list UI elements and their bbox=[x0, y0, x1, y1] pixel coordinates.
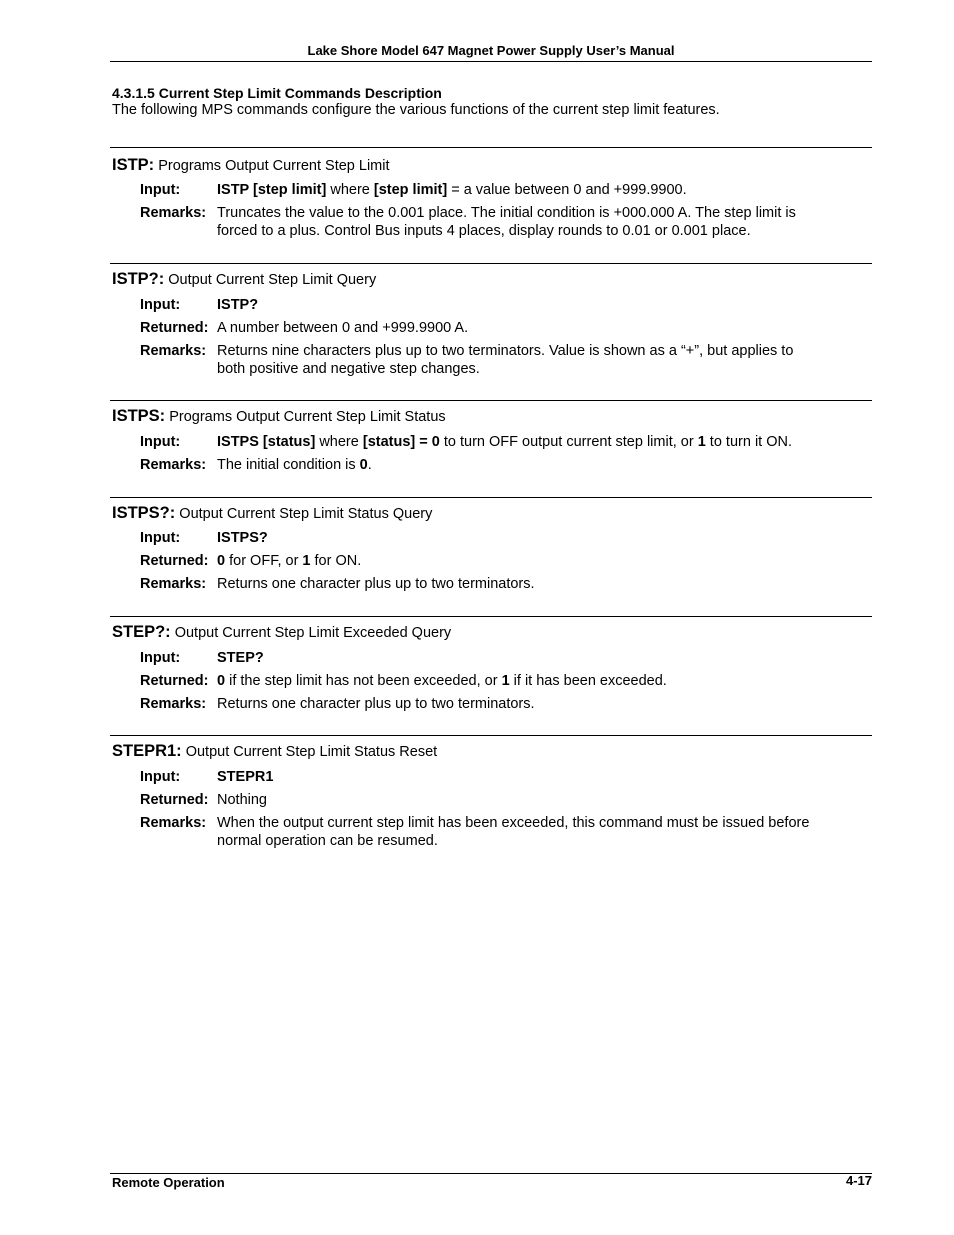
header-rule bbox=[110, 61, 872, 62]
input-label: Input: bbox=[140, 650, 181, 666]
remarks-value: The initial condition is 0. bbox=[217, 457, 372, 473]
input-label: Input: bbox=[140, 297, 181, 313]
section-divider bbox=[110, 616, 872, 617]
remarks-label: Remarks: bbox=[140, 576, 207, 592]
input-value: ISTPS [status] where [status] = 0 to turn OFF output current step limit, or 1 to turn it ON. bbox=[217, 434, 793, 450]
returned-value: A number between 0 and +999.9900 A. bbox=[217, 320, 469, 336]
command-heading-istp bbox=[112, 156, 390, 175]
returned-value: 0 for OFF, or 1 for ON. bbox=[217, 553, 362, 569]
section-divider bbox=[110, 400, 872, 401]
command-description: Programs Output Current Step Limit Status bbox=[169, 409, 446, 425]
input-value: ISTP [step limit] where [step limit] = a value between 0 and +999.9900. bbox=[217, 182, 687, 198]
command-name: ISTP?: bbox=[112, 270, 165, 288]
section-divider bbox=[110, 735, 872, 736]
input-value: ISTP? bbox=[217, 297, 259, 313]
section-intro: The following MPS commands configure the various functions of the current step limit features. bbox=[112, 102, 720, 118]
section-divider bbox=[110, 147, 872, 148]
remarks-value: Returns one character plus up to two terminators. bbox=[217, 576, 535, 592]
remarks-value: Returns nine characters plus up to two terminators. Value is shown as a “+”, but applies to both positive and negative step changes. bbox=[217, 343, 794, 377]
command-name: STEP?: bbox=[112, 623, 171, 641]
section-divider bbox=[110, 263, 872, 264]
returned-value: 0 if the step limit has not been exceeded, or 1 if it has been exceeded. bbox=[217, 673, 667, 689]
returned-label: Returned: bbox=[140, 673, 209, 689]
section-heading: 4.3.1.5 Current Step Limit Commands Description bbox=[112, 85, 442, 101]
remarks-value: When the output current step limit has been exceeded, this command must be issued before normal operation can be resumed. bbox=[217, 815, 810, 849]
command-description: Output Current Step Limit Exceeded Query bbox=[174, 625, 452, 641]
returned-label: Returned: bbox=[140, 792, 209, 808]
input-value: STEP? bbox=[217, 650, 264, 666]
returned-value: Nothing bbox=[217, 792, 267, 808]
command-heading-istp-query bbox=[112, 270, 376, 289]
command-description: Output Current Step Limit Status Reset bbox=[185, 744, 438, 760]
page-number: 4-17 bbox=[845, 1173, 872, 1188]
input-label: Input: bbox=[140, 530, 181, 546]
input-value: STEPR1 bbox=[217, 769, 274, 785]
returned-label: Returned: bbox=[140, 320, 209, 336]
section-divider bbox=[110, 497, 872, 498]
command-heading-istps-query bbox=[112, 504, 432, 523]
remarks-value: Truncates the value to the 0.001 place. The initial condition is +000.000 A. The step limit is forced to a plus. Control Bus inputs 4 places, display rounds to 0.01 or 0.001 place. bbox=[217, 205, 796, 239]
remarks-label: Remarks: bbox=[140, 205, 207, 221]
remarks-label: Remarks: bbox=[140, 696, 207, 712]
remarks-label: Remarks: bbox=[140, 343, 207, 359]
command-description: Output Current Step Limit Query bbox=[168, 272, 377, 288]
footer-rule bbox=[110, 1173, 872, 1174]
remarks-label: Remarks: bbox=[140, 815, 207, 831]
returned-label: Returned: bbox=[140, 553, 209, 569]
command-heading-step-query bbox=[112, 623, 451, 642]
remarks-label: Remarks: bbox=[140, 457, 207, 473]
input-label: Input: bbox=[140, 182, 181, 198]
command-description: Programs Output Current Step Limit bbox=[158, 158, 390, 174]
command-heading-istps bbox=[112, 407, 446, 426]
command-name: ISTPS?: bbox=[112, 504, 176, 522]
footer-chapter: Remote Operation bbox=[112, 1175, 225, 1190]
remarks-value: Returns one character plus up to two terminators. bbox=[217, 696, 535, 712]
command-name: STEPR1: bbox=[112, 742, 182, 760]
input-label: Input: bbox=[140, 434, 181, 450]
command-name: ISTPS: bbox=[112, 407, 166, 425]
page-header-title: Lake Shore Model 647 Magnet Power Supply User’s Manual bbox=[307, 43, 675, 58]
command-name: ISTP: bbox=[112, 156, 155, 174]
input-label: Input: bbox=[140, 769, 181, 785]
command-description: Output Current Step Limit Status Query bbox=[179, 506, 433, 522]
input-value: ISTPS? bbox=[217, 530, 268, 546]
command-heading-stepr1 bbox=[112, 742, 437, 761]
